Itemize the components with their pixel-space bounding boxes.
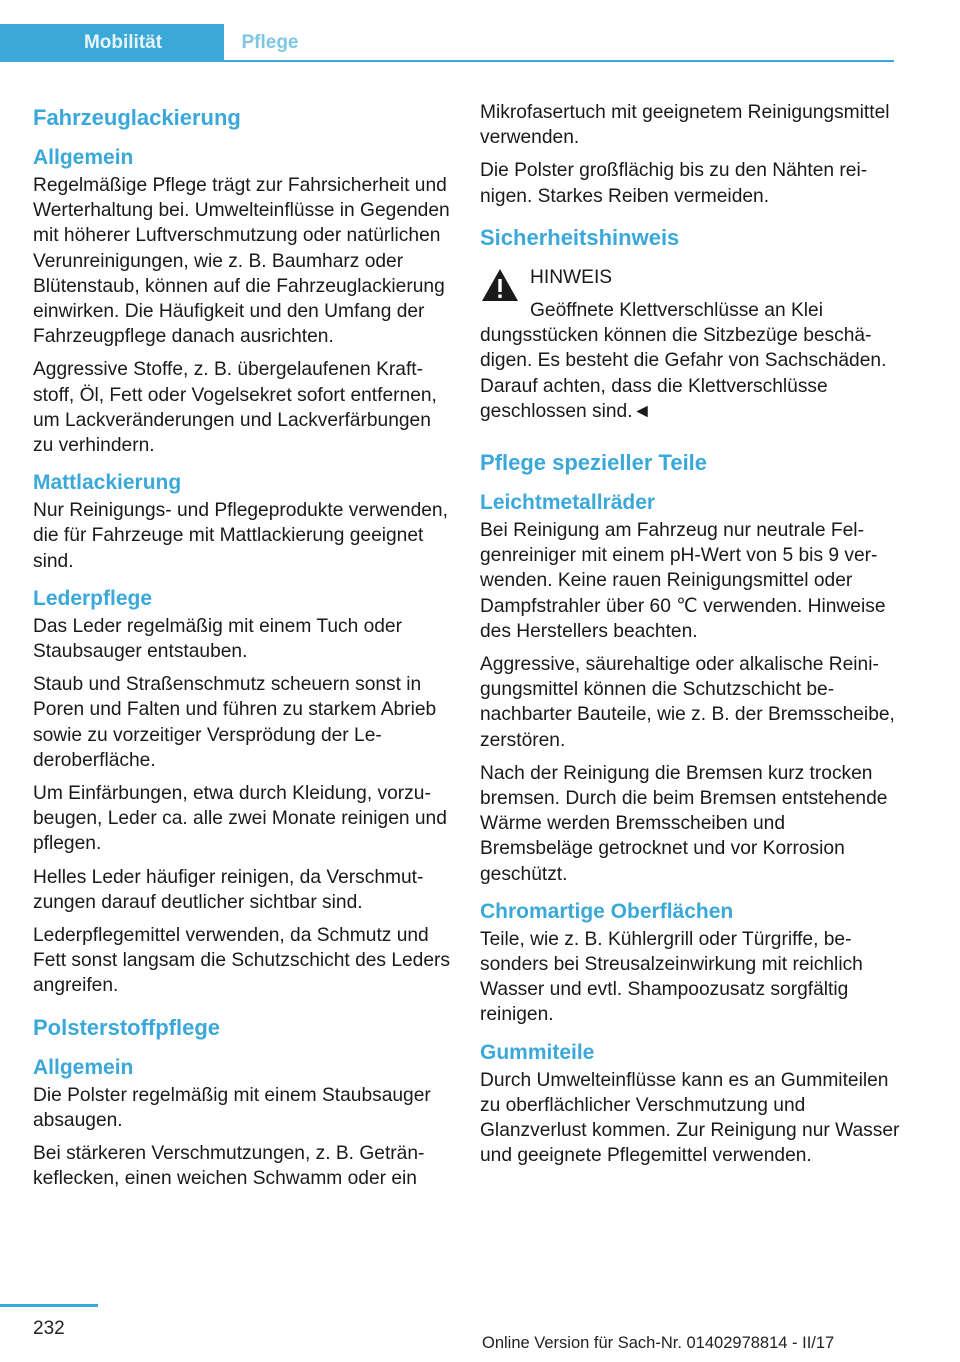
heading-sicherheitshinweis: Sicherheitshinweis	[480, 224, 680, 250]
subheading-chromartige-oberflaechen: Chromartige Oberflächen	[480, 899, 734, 923]
heading-pflege-spezieller-teile: Pflege spezieller Teile	[480, 450, 708, 476]
subheading-allgemein-lack: Allgemein	[33, 146, 134, 169]
warning-triangle-icon	[480, 267, 520, 303]
paragraph: Mikrofasertuch mit geeignetem Reinigungsmittel verwenden.	[480, 102, 890, 149]
warning-text	[480, 298, 900, 424]
subheading-allgemein-polster: Allgemein	[33, 1055, 134, 1079]
paragraph: Bei Reinigung am Fahrzeug nur neutrale Felgenreiniger mit einem pH-Wert von 5 bis 9 verwenden. Keine rauen Reinigungsmittel oder Dampfstrahler über 60 ℃ verwenden. Hinweise des Herstellers beachten.	[480, 520, 886, 642]
header-tab-section-label: Mobilität	[83, 32, 163, 53]
paragraph: Das Leder regelmäßig mit einem Tuch oder Staubsauger entstauben.	[33, 615, 402, 663]
heading-fahrzeuglackierung: Fahrzeuglackierung	[33, 105, 241, 130]
subheading-leichtmetallraeder: Leichtmetallräder	[480, 491, 656, 515]
paragraph: Um Einfärbungen, etwa durch Kleidung, vorzubeugen, Leder ca. alle zwei Monate reinigen und pflegen.	[33, 783, 447, 855]
paragraph: Nach der Reinigung die Bremsen kurz trocken bremsen. Durch die beim Bremsen entstehende Wärme werden Bremsscheiben und Bremsbeläge getrocknet und vor Korrosion geschützt.	[480, 762, 888, 885]
subheading-lederpflege: Lederpflege	[33, 586, 153, 610]
header-tab-section[interactable]	[0, 24, 224, 61]
subheading-mattlackierung: Mattlackierung	[33, 471, 182, 495]
paragraph: Lederpflegemittel verwenden, da Schmutz und Fett sonst langsam die Schutzschicht des Leders angreifen.	[33, 925, 451, 997]
paragraph: Die Polster großflächig bis zu den Nähten reinigen. Starkes Reiben vermeiden.	[480, 160, 868, 207]
right-column	[480, 100, 900, 1177]
paragraph: Regelmäßige Pflege trägt zur Fahrsicherheit und Werterhaltung bei. Umwelteinflüsse in Gegenden mit höherer Luftverschmutzung oder natürlichen Verunreinigungen, wie z. B. Baumharz oder Blütenstaub, können auf die Fahrzeuglackierung einwirken. Die Häufigkeit und den Umfang der Fahrzeugpflege danach ausrichten.	[33, 175, 450, 348]
warning-line: Geöffnete Klettverschlüsse an Klei	[530, 300, 823, 322]
left-column	[33, 96, 453, 1200]
paragraph: Bei stärkeren Verschmutzungen, z. B. Getränkeflecken, einen weichen Schwamm oder ein	[33, 1143, 425, 1190]
paragraph: Teile, wie z. B. Kühlergrill oder Türgriffe, besonders bei Streusalzeinwirkung mit reichlich Wasser und evtl. Shampoozusatz sorgfältig reinigen.	[480, 928, 863, 1026]
paragraph: Staub und Straßenschmutz scheuern sonst in Poren und Falten und führen zu starkem Abrieb sowie zu vorzeitiger Versprödung der Lederoberfläche.	[33, 674, 437, 771]
paragraph: Nur Reinigungs- und Pflegeprodukte verwenden, die für Fahrzeuge mit Mattlackierung geeignet sind.	[33, 500, 448, 572]
footer-version-text: Online Version für Sach-Nr. 01402978814 - II/17	[482, 1334, 835, 1352]
paragraph: Die Polster regelmäßig mit einem Staubsauger absaugen.	[33, 1084, 431, 1131]
page-number: 232	[33, 1318, 65, 1339]
warning-box	[480, 265, 900, 424]
footer-divider	[0, 1304, 98, 1307]
paragraph: Helles Leder häufiger reinigen, da Verschmutzungen darauf deutlicher sichtbar sind.	[33, 866, 424, 913]
paragraph: Aggressive Stoffe, z. B. übergelaufenen Kraftstoff, Öl, Fett oder Vogelsekret sofort entfernen, um Lackveränderungen und Lackverfärbungen zu verhindern.	[33, 359, 437, 457]
heading-polsterstoffpflege: Polsterstoffpflege	[33, 1014, 221, 1040]
warning-title: HINWEIS	[530, 266, 613, 288]
header-divider	[0, 60, 894, 62]
subheading-gummiteile: Gummiteile	[480, 1040, 595, 1064]
paragraph: Aggressive, säurehaltige oder alkalische Reinigungsmittel können die Schutzschicht benachbarter Bauteile, wie z. B. der Bremsscheibe, zerstören.	[480, 654, 895, 751]
page-header	[0, 24, 894, 61]
paragraph: Durch Umwelteinflüsse kann es an Gummiteilen zu oberflächlicher Verschmutzung und Glanzverlust kommen. Zur Reinigung nur Wasser und geeignete Pflegemittel verwenden.	[480, 1069, 900, 1167]
warning-rest: dungsstücken können die Sitzbezüge beschädigen. Es besteht die Gefahr von Sachschäden. Darauf achten, dass die Klettverschlüsse geschlossen sind.◄	[480, 325, 887, 422]
header-tab-current[interactable]: Pflege	[241, 32, 299, 53]
